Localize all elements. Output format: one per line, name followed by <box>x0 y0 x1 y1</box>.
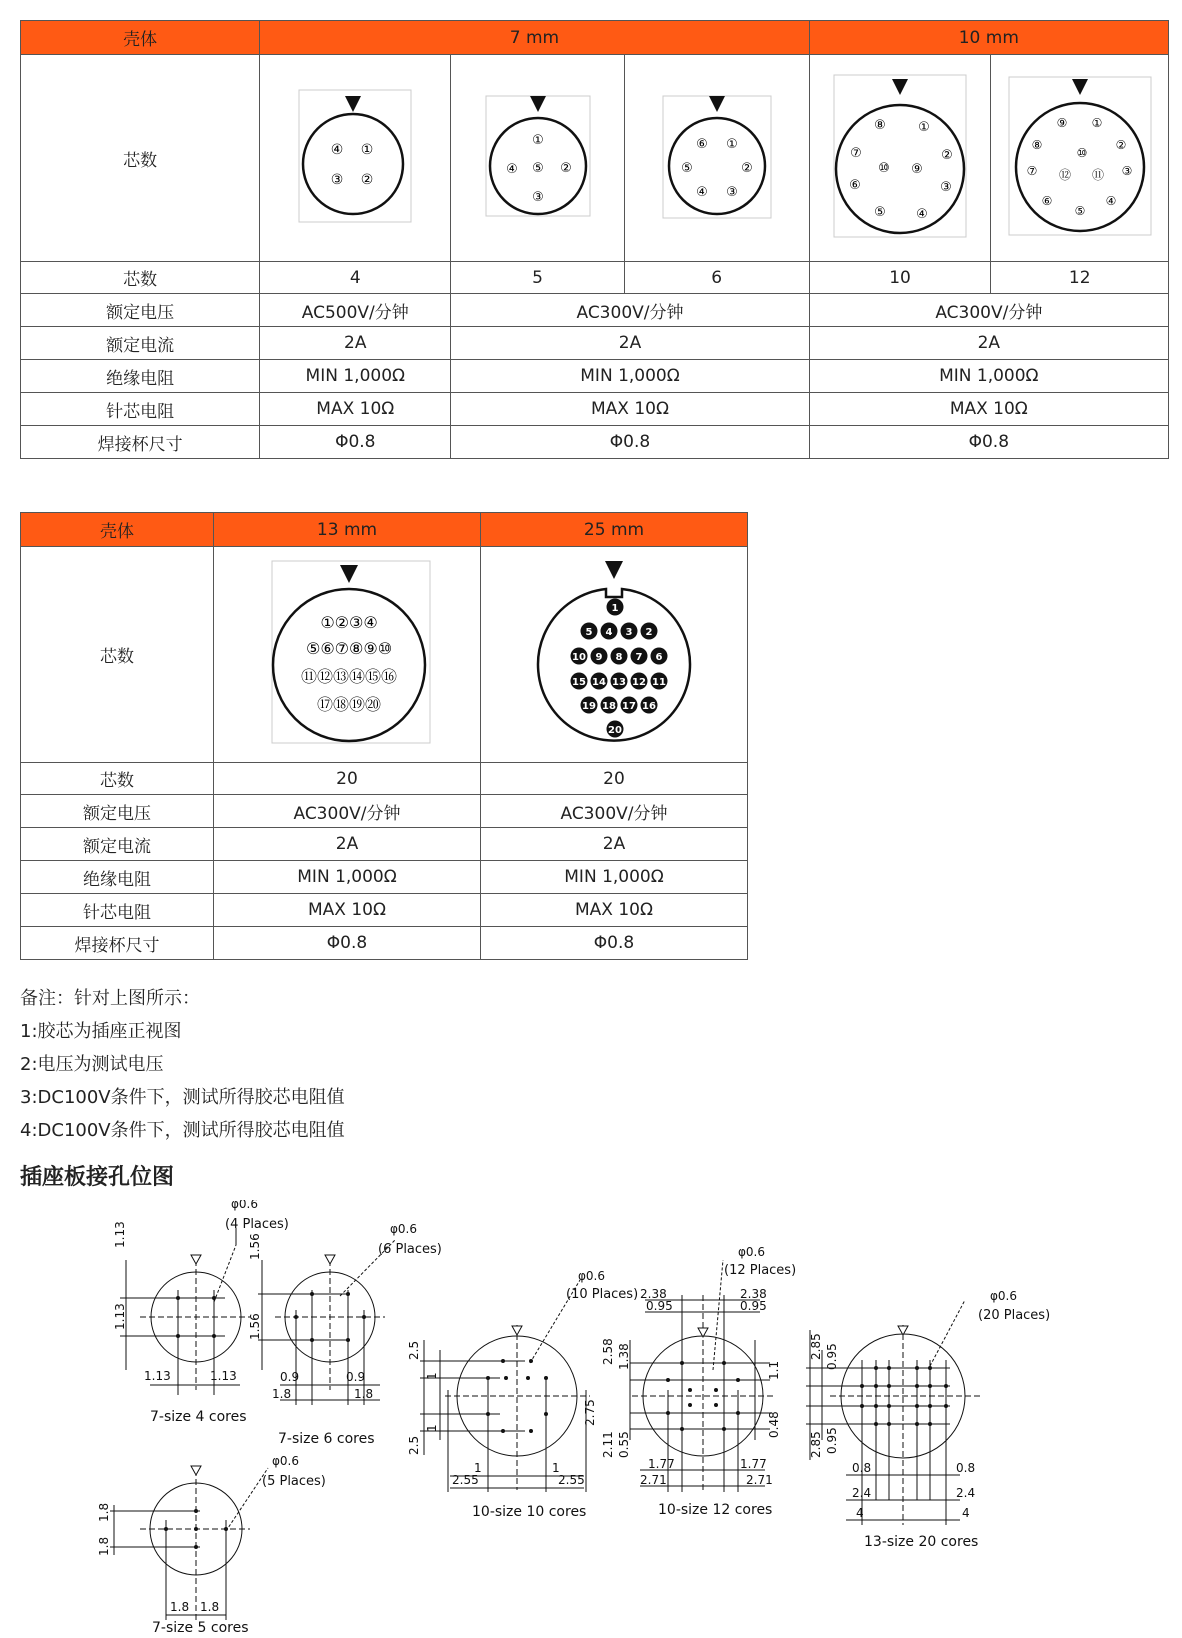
table-row <box>21 861 748 894</box>
table-row <box>21 360 1169 393</box>
group-7mm-header: 7 mm <box>260 21 809 55</box>
spec-table-1 <box>20 20 1169 459</box>
cell-value: MIN 1,000Ω <box>481 861 748 894</box>
connector-6-core-diagram <box>657 86 777 226</box>
cell-value: 20 <box>214 763 481 795</box>
pin-label: 11 <box>652 677 666 688</box>
dim-label: 2.75 <box>583 1399 597 1426</box>
key-triangle-icon <box>892 79 908 95</box>
pin-label: 3 <box>625 627 633 638</box>
pin-label: ④ <box>695 184 708 200</box>
dim-label: 0.8 <box>852 1461 872 1475</box>
connector-10-core-diagram <box>830 71 970 241</box>
pin-label: ⑩ <box>1076 145 1088 160</box>
pin-label: ⑦ <box>1026 163 1038 178</box>
cell-value: AC300V/分钟 <box>809 294 1168 327</box>
pin-label: 2 <box>645 627 653 638</box>
pin-label: 4 <box>605 627 613 638</box>
table-row <box>21 393 1169 426</box>
pin-diagram-row <box>21 55 1169 262</box>
row-label: 绝缘电阻 <box>21 861 214 894</box>
pin-diagram-25mm <box>481 547 748 763</box>
places-label: (6 Places) <box>378 1242 442 1257</box>
notes-block <box>20 982 345 1147</box>
pin-label: 13 <box>612 677 626 688</box>
places-label: (12 Places) <box>724 1263 797 1278</box>
cell-value: MIN 1,000Ω <box>451 360 809 393</box>
dim-label: 1.1 <box>767 1360 781 1380</box>
pin-label: 10 <box>572 652 586 663</box>
pin-label: ② <box>1115 137 1127 152</box>
pin-label: 12 <box>632 677 646 688</box>
note-line: 备注：针对上图所示： <box>20 988 200 1009</box>
row-label: 芯数 <box>21 262 260 294</box>
table-row <box>21 294 1169 327</box>
key-triangle-icon <box>530 96 546 112</box>
dim-label: 0.55 <box>617 1431 631 1458</box>
row-label: 额定电压 <box>21 294 260 327</box>
table1-header-row <box>21 21 1169 55</box>
pin-label: ① <box>531 132 544 148</box>
cell-value: AC300V/分钟 <box>214 795 481 828</box>
dim-label: 1.13 <box>210 1369 237 1383</box>
dim-label: 2.71 <box>746 1473 773 1487</box>
places-label: (10 Places) <box>566 1287 639 1302</box>
cell-value: 20 <box>481 763 748 795</box>
drawing-caption: 7-size 6 cores <box>278 1431 375 1447</box>
cell-value: AC300V/分钟 <box>481 795 748 828</box>
pin-label: ④ <box>1105 193 1117 208</box>
row-label: 额定电压 <box>21 795 214 828</box>
dim-label: 4 <box>962 1506 970 1520</box>
dim-label: 2.71 <box>640 1473 667 1487</box>
dim-label: 2.5 <box>407 1340 421 1360</box>
table-row <box>21 262 1169 294</box>
dim-label: 1 <box>425 1372 439 1380</box>
dim-label: 4 <box>856 1506 864 1520</box>
dim-label: 2.85 <box>809 1333 823 1360</box>
note-line: 1:胶芯为插座正视图 <box>20 1021 182 1042</box>
table2-header-row <box>21 513 748 547</box>
places-label: (4 Places) <box>225 1217 289 1232</box>
pin-label: ⑥ <box>849 177 861 193</box>
hole-size-label: φ0.6 <box>738 1245 765 1259</box>
cell-value: MAX 10Ω <box>809 393 1168 426</box>
cell-value: 2A <box>451 327 809 360</box>
pin-label-row: ⑤⑥⑦⑧⑨⑩ <box>305 639 393 658</box>
dim-label: 1.8 <box>200 1600 220 1614</box>
cell-value: 5 <box>451 262 624 294</box>
cell-value: Φ0.8 <box>809 426 1168 459</box>
pin-label: ③ <box>331 171 344 188</box>
key-triangle-icon <box>1072 79 1088 95</box>
dim-label: 0.95 <box>646 1299 673 1313</box>
table-row <box>21 828 748 861</box>
cell-value: MIN 1,000Ω <box>809 360 1168 393</box>
row-label: 额定电流 <box>21 828 214 861</box>
dim-label: 0.9 <box>346 1370 366 1384</box>
pin-diagram-6 <box>624 55 809 262</box>
pin-label-row: ⑰⑱⑲⑳ <box>316 695 382 714</box>
dim-label: 1.8 <box>97 1536 111 1556</box>
pin-label: ④ <box>505 161 518 177</box>
pin-label: ⑤ <box>680 160 693 176</box>
table-row <box>21 894 748 927</box>
pin-label: ④ <box>916 206 928 222</box>
pin-label: ⑧ <box>1031 137 1043 152</box>
dim-label: 2.11 <box>601 1431 615 1458</box>
row-label: 额定电流 <box>21 327 260 360</box>
drawing-caption: 10-size 10 cores <box>472 1504 587 1520</box>
pin-label: 20 <box>608 725 622 736</box>
hole-size-label: φ0.6 <box>231 1200 258 1211</box>
pin-label: ⑨ <box>1056 115 1068 130</box>
dim-label: 1 <box>552 1461 560 1475</box>
drawing-13size-20cores <box>806 1300 980 1525</box>
cell-value: 6 <box>624 262 809 294</box>
hole-size-label: φ0.6 <box>578 1269 605 1283</box>
drawing-caption: 10-size 12 cores <box>658 1502 773 1518</box>
note-line: 2:电压为测试电压 <box>20 1054 164 1075</box>
pin-label: 8 <box>615 652 623 663</box>
cell-value: Φ0.8 <box>481 927 748 960</box>
dim-label: 1.8 <box>354 1387 374 1401</box>
cell-value: 2A <box>481 828 748 861</box>
pin-label: ⑥ <box>1041 193 1053 208</box>
pin-label: ③ <box>531 189 544 205</box>
pin-label: 17 <box>622 701 636 712</box>
cell-value: MAX 10Ω <box>481 894 748 927</box>
spec-table-2 <box>20 512 748 960</box>
pin-label: 1 <box>611 603 619 614</box>
dim-label: 2.38 <box>640 1287 667 1301</box>
dim-label: 2.85 <box>809 1431 823 1458</box>
pin-label: 15 <box>572 677 586 688</box>
pin-label-row: ①②③④ <box>320 613 378 632</box>
table-row <box>21 327 1169 360</box>
dim-label: 1.38 <box>617 1343 631 1370</box>
section-title: 插座板接孔位图 <box>20 1165 175 1190</box>
cell-value: 2A <box>260 327 451 360</box>
pin-label: ⑫ <box>1058 167 1071 182</box>
hole-layout-drawings <box>0 1200 1182 1638</box>
places-label: (5 Places) <box>262 1474 326 1489</box>
dim-label: 2.4 <box>852 1486 872 1500</box>
cell-value: Φ0.8 <box>451 426 809 459</box>
pin-row-label: 芯数 <box>21 547 214 763</box>
cell-value: Φ0.8 <box>260 426 451 459</box>
pin-diagram-5 <box>451 55 624 262</box>
dim-label: 0.48 <box>767 1411 781 1438</box>
dim-label: 1.8 <box>272 1387 292 1401</box>
dim-label: 1.13 <box>144 1369 171 1383</box>
pin-label: ⑦ <box>850 145 862 161</box>
dim-label: 1.13 <box>113 1221 127 1248</box>
pin-diagram-13mm <box>214 547 481 763</box>
key-triangle-icon <box>709 96 725 112</box>
connector-5-core-diagram <box>478 86 598 226</box>
dim-label: 2.55 <box>558 1473 585 1487</box>
cell-value: MAX 10Ω <box>451 393 809 426</box>
pin-label: ① <box>918 119 930 135</box>
dim-label: 1 <box>474 1461 482 1475</box>
note-line: 4:DC100V条件下，测试所得胶芯电阻值 <box>20 1120 345 1141</box>
pin-diagram-10 <box>809 55 991 262</box>
pin-label: ① <box>1091 115 1103 130</box>
pin-label: ③ <box>725 184 738 200</box>
row-label: 焊接杯尺寸 <box>21 426 260 459</box>
group-25mm-header: 25 mm <box>481 513 748 547</box>
table-row <box>21 795 748 828</box>
dim-label: 1.8 <box>97 1502 111 1522</box>
pin-label: ① <box>361 141 374 158</box>
cell-value: MAX 10Ω <box>214 894 481 927</box>
connector-13mm-20-core-diagram <box>262 557 432 747</box>
table-row <box>21 426 1169 459</box>
drawing-caption: 13-size 20 cores <box>864 1534 979 1550</box>
pin-label: 18 <box>602 701 616 712</box>
row-label: 针芯电阻 <box>21 393 260 426</box>
row-label: 焊接杯尺寸 <box>21 927 214 960</box>
dim-label: 1 <box>425 1424 439 1432</box>
pin-label: ④ <box>331 141 344 158</box>
dim-label: 1.8 <box>170 1600 190 1614</box>
drawing-caption: 7-size 5 cores <box>152 1620 249 1636</box>
cell-value: 4 <box>260 262 451 294</box>
connector-12-core-diagram <box>1005 71 1155 241</box>
connector-4-core-diagram <box>295 86 415 226</box>
drawing-7size-5cores <box>110 1466 268 1620</box>
dim-label: 0.95 <box>825 1427 839 1454</box>
row-label: 芯数 <box>21 763 214 795</box>
pin-label: 16 <box>642 701 656 712</box>
dim-label: 1.77 <box>740 1457 767 1471</box>
pin-label: ⑤ <box>874 204 886 220</box>
dim-label: 2.55 <box>452 1473 479 1487</box>
pin-label: ⑥ <box>695 136 708 152</box>
pin-label: 7 <box>635 652 643 663</box>
dim-label: 0.95 <box>740 1299 767 1313</box>
pin-label: 9 <box>595 652 603 663</box>
key-triangle-icon <box>605 561 623 579</box>
dim-label: 0.9 <box>280 1370 300 1384</box>
hole-size-label: φ0.6 <box>990 1289 1017 1303</box>
hole-size-label: φ0.6 <box>272 1454 299 1468</box>
pin-diagram-12 <box>991 55 1169 262</box>
pin-label: ② <box>740 160 753 176</box>
shell-header-cell: 壳体 <box>21 513 214 547</box>
table-row <box>21 763 748 795</box>
pin-label: ② <box>361 171 374 188</box>
pin-diagram-row <box>21 547 748 763</box>
pin-label-row: ⑪⑫⑬⑭⑮⑯ <box>300 667 398 686</box>
cell-value: MIN 1,000Ω <box>260 360 451 393</box>
row-label: 绝缘电阻 <box>21 360 260 393</box>
group-13mm-header: 13 mm <box>214 513 481 547</box>
cell-value: AC500V/分钟 <box>260 294 451 327</box>
pin-label: 19 <box>582 701 596 712</box>
cell-value: MAX 10Ω <box>260 393 451 426</box>
connector-25mm-20-core-diagram <box>529 557 699 747</box>
pin-label: ⑤ <box>1074 203 1086 218</box>
dim-label: 0.8 <box>956 1461 976 1475</box>
pin-label: ⑨ <box>911 161 923 177</box>
shell-header-cell: 壳体 <box>21 21 260 55</box>
pin-label: ⑩ <box>878 160 890 176</box>
cell-value: 12 <box>991 262 1169 294</box>
key-triangle-icon <box>340 565 358 583</box>
cell-value: MIN 1,000Ω <box>214 861 481 894</box>
pin-label: 6 <box>655 652 663 663</box>
pin-label: ⑪ <box>1091 167 1104 182</box>
note-line: 3:DC100V条件下，测试所得胶芯电阻值 <box>20 1087 345 1108</box>
dim-label: 1.77 <box>648 1457 675 1471</box>
dim-label: 2.4 <box>956 1486 976 1500</box>
group-10mm-header: 10 mm <box>809 21 1168 55</box>
row-label: 针芯电阻 <box>21 894 214 927</box>
drawing-7size-6cores <box>258 1240 395 1405</box>
pin-label: ③ <box>940 179 952 195</box>
cell-value: 2A <box>809 327 1168 360</box>
places-label: (20 Places) <box>978 1308 1051 1323</box>
dim-label: 1.13 <box>113 1303 127 1330</box>
cell-value: 2A <box>214 828 481 861</box>
dim-label: 1.56 <box>248 1233 262 1260</box>
pin-label: ③ <box>1121 163 1133 178</box>
cell-value: Φ0.8 <box>214 927 481 960</box>
pin-label: ② <box>941 147 953 163</box>
cell-value: AC300V/分钟 <box>451 294 809 327</box>
dim-label: 2.58 <box>601 1338 615 1365</box>
hole-size-label: φ0.6 <box>390 1222 417 1236</box>
pin-diagram-4 <box>260 55 451 262</box>
dim-label: 2.5 <box>407 1435 421 1455</box>
cell-value: 10 <box>809 262 991 294</box>
key-triangle-icon <box>345 96 361 112</box>
drawing-10size-10cores <box>420 1280 590 1492</box>
pin-label: 5 <box>585 627 593 638</box>
pin-label: ⑧ <box>874 117 886 133</box>
pin-label: ① <box>725 136 738 152</box>
drawing-caption: 7-size 4 cores <box>150 1409 247 1425</box>
pin-label: ⑤ <box>531 160 544 176</box>
dim-label: 2.38 <box>740 1287 767 1301</box>
pin-label: ② <box>559 160 572 176</box>
pin-row-label: 芯数 <box>21 55 260 262</box>
dim-label: 1.56 <box>248 1313 262 1340</box>
dim-label: 0.95 <box>825 1343 839 1370</box>
pin-label: 14 <box>592 677 606 688</box>
table-row <box>21 927 748 960</box>
